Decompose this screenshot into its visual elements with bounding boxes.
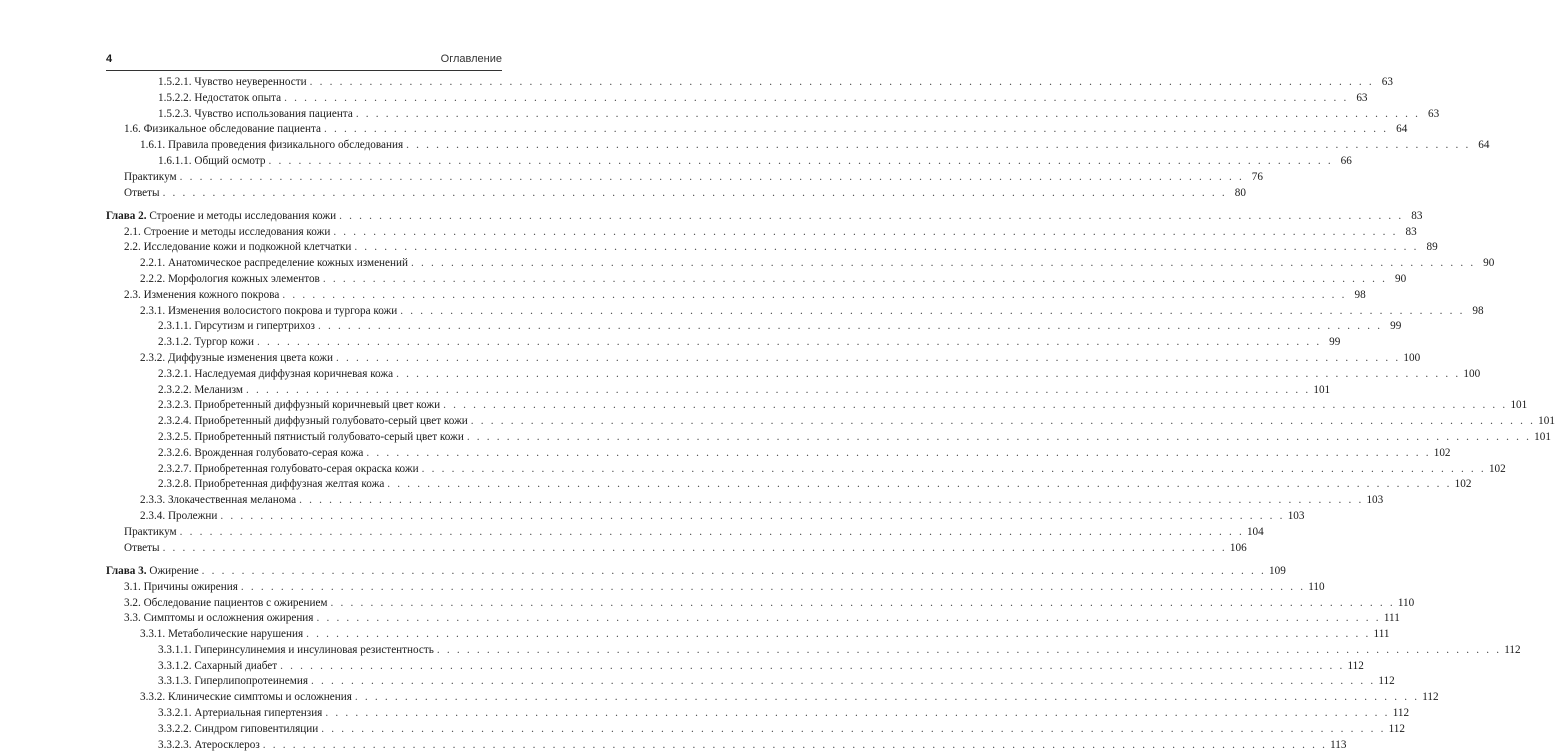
- dot-leader: [422, 462, 1486, 478]
- toc-entry-number: 3.3.1.1.: [158, 643, 192, 656]
- toc-entry-number: 2.3.2.6.: [158, 446, 192, 459]
- toc-entry-number: 3.3.1.2.: [158, 659, 192, 672]
- toc-entry-number: 1.6.: [124, 123, 141, 136]
- toc-entry-label: [124, 525, 177, 541]
- toc-entry-label: [158, 367, 393, 383]
- toc-entry[interactable]: [106, 430, 1551, 446]
- toc-entry[interactable]: [106, 738, 1347, 753]
- toc-entry-page: 111: [1373, 628, 1390, 641]
- toc-entry[interactable]: [106, 240, 1438, 256]
- toc-entry-number: Глава 2.: [106, 209, 147, 222]
- toc-entry-title: Синдром гиповентиляции: [194, 722, 319, 735]
- toc-entry-page: 98: [1472, 304, 1484, 317]
- dot-leader: [311, 674, 1375, 690]
- toc-entry-page: 103: [1366, 494, 1384, 507]
- toc-entry-number: 2.3.2.7.: [158, 462, 192, 475]
- toc-entry-number: 2.3.2.2.: [158, 383, 192, 396]
- dot-leader: [325, 706, 1389, 722]
- toc-entry-title: Пролежни: [167, 510, 218, 523]
- toc-entry-title: Анатомическое распределение кожных изменений: [167, 257, 408, 270]
- toc-entry-title: Строение и методы исследования кожи: [143, 225, 331, 238]
- toc-entry-title: Метаболические нарушения: [167, 628, 304, 641]
- toc-entry-page: 83: [1405, 225, 1417, 238]
- toc-chapter-entry[interactable]: [106, 209, 1423, 225]
- dot-leader: [306, 627, 1370, 643]
- toc-entry-page: 89: [1426, 241, 1438, 254]
- toc-entry-label: [140, 690, 352, 706]
- toc-entry-page: 101: [1534, 431, 1551, 444]
- toc-entry-title: Изменения кожного покрова: [143, 288, 280, 301]
- toc-entry[interactable]: [106, 383, 1331, 399]
- toc-entry-number: 2.3.1.1.: [158, 320, 192, 333]
- toc-entry[interactable]: [106, 643, 1521, 659]
- toc-entry[interactable]: [106, 509, 1305, 525]
- toc-entry-label: [158, 335, 254, 351]
- toc-entry-title: Гиперинсулинемия и инсулиновая резистентность: [194, 643, 434, 656]
- toc-entry-title: Правила проведения физикального обследования: [167, 139, 404, 152]
- toc-entry-page: 112: [1378, 675, 1395, 688]
- toc-chapter-entry[interactable]: [106, 564, 1286, 580]
- toc-entry-page: 112: [1347, 659, 1364, 672]
- toc-entry-page: 102: [1488, 462, 1506, 475]
- toc-entry-number: 1.6.1.1.: [158, 154, 192, 167]
- toc-entry-title: Артериальная гипертензия: [194, 707, 323, 720]
- toc-entry-title: Симптомы и осложнения ожирения: [143, 612, 314, 625]
- dot-leader: [471, 414, 1535, 430]
- toc-entry-title: Изменения волосистого покрова и тургора кожи: [167, 304, 398, 317]
- toc-entry-label: [158, 659, 277, 675]
- toc-entry[interactable]: [106, 674, 1395, 690]
- toc-entry-page: 90: [1394, 273, 1407, 286]
- toc-entry-number: 2.3.1.: [140, 304, 166, 317]
- toc-entry-page: 110: [1308, 580, 1325, 593]
- dot-leader: [333, 225, 1397, 241]
- dot-leader: [324, 122, 1388, 138]
- toc-entry[interactable]: [106, 256, 1495, 272]
- toc-entry-number: 2.1.: [124, 225, 141, 238]
- toc-entry-number: 3.2.: [124, 596, 141, 609]
- toc-entry-title: Чувство использования пациента: [194, 107, 353, 120]
- toc-entry[interactable]: [106, 706, 1410, 722]
- toc-entry-page: 112: [1422, 691, 1439, 704]
- toc-entry[interactable]: [106, 414, 1555, 430]
- toc-entry-page: 101: [1538, 415, 1555, 428]
- toc-entry-label: [158, 706, 322, 722]
- toc-entry-page: 66: [1340, 154, 1352, 167]
- toc-entry[interactable]: [106, 304, 1484, 320]
- dot-leader: [263, 738, 1327, 753]
- toc-entry-number: 3.3.1.3.: [158, 675, 192, 688]
- toc-entry-label: [140, 272, 320, 288]
- toc-entry-label: [158, 462, 419, 478]
- running-title: Оглавление: [440, 53, 502, 65]
- toc-entry-number: 2.3.1.2.: [158, 336, 192, 349]
- toc-entry-page: 102: [1454, 478, 1472, 491]
- dot-leader: [241, 580, 1305, 596]
- toc-entry-title: Врожденная голубовато-серая кожа: [194, 446, 364, 459]
- dot-leader: [310, 75, 1374, 91]
- dot-leader: [257, 335, 1321, 351]
- toc-entry-number: 3.1.: [124, 580, 141, 593]
- toc-entry-page: 100: [1403, 352, 1421, 365]
- toc-entry-page: 64: [1478, 139, 1490, 152]
- toc-entry[interactable]: [106, 690, 1439, 706]
- toc-entry-title: Общий осмотр: [194, 154, 266, 167]
- toc-entry-title: Диффузные изменения цвета кожи: [167, 352, 334, 365]
- dot-leader: [339, 209, 1403, 225]
- toc-entry[interactable]: [106, 335, 1341, 351]
- toc-entry[interactable]: [106, 611, 1400, 627]
- toc-entry-title: Гирсутизм и гипертрихоз: [194, 320, 315, 333]
- toc-entry-title: Практикум: [124, 525, 177, 538]
- dot-leader: [354, 240, 1418, 256]
- toc-entry-title: Чувство неуверенности: [194, 76, 307, 88]
- toc-entry-title: Строение и методы исследования кожи: [149, 209, 337, 222]
- toc-entry-page: 76: [1251, 170, 1263, 183]
- toc-entry-number: 2.3.3.: [140, 494, 166, 507]
- toc-entry-title: Практикум: [124, 170, 177, 183]
- toc-entry-title: Приобретенный диффузный голубовато-серый цвет кожи: [194, 415, 468, 428]
- dot-leader: [318, 319, 1382, 335]
- toc-entry-title: Причины ожирения: [143, 580, 238, 593]
- dot-leader: [387, 477, 1451, 493]
- dot-leader: [163, 541, 1227, 557]
- dot-leader: [355, 690, 1419, 706]
- toc-entry-label: [124, 611, 313, 627]
- toc-entry-label: [158, 383, 243, 399]
- toc-entry-label: [140, 509, 217, 525]
- toc-entry-page: 83: [1411, 209, 1423, 222]
- toc-entry-label: [158, 738, 260, 753]
- dot-leader: [180, 525, 1244, 541]
- toc-entry-label: [124, 240, 351, 256]
- dot-leader: [366, 446, 1430, 462]
- toc-entry-label: [124, 541, 160, 557]
- toc-entry-number: 3.3.: [124, 612, 141, 625]
- toc-entry-page: 109: [1269, 564, 1286, 577]
- toc-entry-label: [124, 288, 279, 304]
- toc-entry[interactable]: [106, 186, 1246, 202]
- toc-entry-label: [158, 107, 353, 123]
- toc-entry-label: [158, 477, 384, 493]
- toc-entry-label: [106, 564, 199, 580]
- toc-entry-label: [158, 398, 440, 414]
- toc-entry-page: 101: [1313, 383, 1331, 396]
- toc-entry-title: Недостаток опыта: [194, 91, 282, 104]
- toc-entry-label: [140, 493, 296, 509]
- toc-entry-label: [106, 209, 336, 225]
- toc-entry-title: Приобретенный диффузный коричневый цвет кожи: [194, 399, 441, 412]
- toc-entry[interactable]: [106, 627, 1390, 643]
- toc-entry[interactable]: [106, 272, 1407, 288]
- toc-entry[interactable]: [106, 477, 1472, 493]
- toc-entry[interactable]: [106, 288, 1366, 304]
- toc-entry-page: 100: [1463, 367, 1481, 380]
- toc-entry-page: 63: [1381, 76, 1393, 88]
- toc-entry[interactable]: [106, 319, 1402, 335]
- toc-entry-label: [124, 225, 330, 241]
- toc-entry-page: 102: [1433, 446, 1451, 459]
- toc-entry-page: 101: [1510, 399, 1528, 412]
- page-header: [106, 53, 502, 71]
- toc-entry-page: 99: [1329, 336, 1341, 349]
- toc-entry-title: Приобретенная голубовато-серая окраска кожи: [194, 462, 419, 475]
- dot-leader: [220, 509, 1284, 525]
- toc-entry-title: Меланизм: [194, 383, 243, 396]
- toc-entry[interactable]: [106, 107, 1440, 123]
- toc-entry-number: 3.3.2.: [140, 691, 166, 704]
- toc-entry-page: 63: [1427, 107, 1440, 120]
- dot-leader: [284, 91, 1348, 107]
- dot-leader: [336, 351, 1400, 367]
- dot-leader: [437, 643, 1501, 659]
- toc-entry-number: 3.3.2.3.: [158, 738, 192, 751]
- toc-entry-label: [158, 414, 468, 430]
- toc-entry-number: 1.6.1.: [140, 139, 166, 152]
- dot-leader: [282, 288, 1346, 304]
- toc-entry-title: Морфология кожных элементов: [167, 273, 320, 286]
- toc-entry-label: [158, 91, 281, 107]
- toc-entry-label: [124, 170, 177, 186]
- toc-entry[interactable]: [106, 580, 1325, 596]
- toc-entry-label: [158, 643, 434, 659]
- toc-entry-page: 104: [1246, 525, 1264, 538]
- toc-entry-label: [158, 722, 318, 738]
- toc-entry-number: Глава 3.: [106, 564, 147, 577]
- toc-entry-label: [140, 138, 403, 154]
- toc-entry-number: 3.3.2.1.: [158, 707, 192, 720]
- toc-entry[interactable]: [106, 525, 1264, 541]
- toc-entry-page: 112: [1504, 643, 1521, 656]
- toc-entry[interactable]: [106, 170, 1263, 186]
- toc-entry-label: [140, 304, 397, 320]
- toc-entry[interactable]: [106, 138, 1490, 154]
- dot-leader: [299, 493, 1363, 509]
- toc-entry-label: [124, 122, 321, 138]
- toc-entry-title: Ответы: [124, 541, 160, 554]
- toc-entry[interactable]: [106, 446, 1451, 462]
- dot-leader: [356, 107, 1420, 123]
- toc-entry[interactable]: [106, 493, 1384, 509]
- toc-entry-page: 106: [1229, 541, 1247, 554]
- toc-entry-page: 112: [1388, 722, 1405, 735]
- toc-entry-number: 2.2.2.: [140, 273, 166, 286]
- toc-entry[interactable]: [106, 722, 1405, 738]
- dot-leader: [396, 367, 1460, 383]
- toc-entry-title: Исследование кожи и подкожной клетчатки: [143, 241, 352, 254]
- toc-entry-number: 3.3.2.2.: [158, 722, 192, 735]
- toc-entry-number: 2.3.2.4.: [158, 415, 192, 428]
- toc-entry-page: 98: [1354, 288, 1366, 301]
- toc-entry[interactable]: [106, 225, 1417, 241]
- toc-entry-label: [140, 627, 303, 643]
- toc-entry-number: 2.3.2.: [140, 352, 166, 365]
- toc-entry-page: 103: [1287, 510, 1305, 523]
- toc-entry-label: [158, 75, 307, 91]
- toc-entry-page: 99: [1390, 320, 1402, 333]
- dot-leader: [246, 383, 1310, 399]
- toc-entry[interactable]: [106, 541, 1247, 557]
- dot-leader: [411, 256, 1475, 272]
- dot-leader: [202, 564, 1266, 580]
- toc-entry[interactable]: [106, 91, 1368, 107]
- toc-entry-title: Обследование пациентов с ожирением: [143, 596, 328, 609]
- dot-leader: [323, 272, 1387, 288]
- toc-entry-title: Гиперлипопротеинемия: [194, 675, 308, 688]
- toc-entry-label: [140, 351, 333, 367]
- toc-entry-number: 2.3.4.: [140, 510, 166, 523]
- toc-entry-number: 2.2.: [124, 241, 141, 254]
- toc-entry-number: 2.3.2.5.: [158, 431, 192, 444]
- toc-entry-number: 2.2.1.: [140, 257, 166, 270]
- toc-entry-title: Наследуемая диффузная коричневая кожа: [194, 367, 394, 380]
- toc-entry-number: 2.3.: [124, 288, 141, 301]
- toc-entry-label: [124, 580, 238, 596]
- toc-entry-title: Ожирение: [149, 564, 199, 577]
- toc-entry-label: [158, 154, 266, 170]
- toc-entry-label: [158, 446, 363, 462]
- toc-entry-title: Физикальное обследование пациента: [143, 123, 321, 136]
- dot-leader: [269, 154, 1333, 170]
- toc-entry-number: 2.3.2.3.: [158, 399, 192, 412]
- toc-entry[interactable]: [106, 367, 1481, 383]
- toc-entry-label: [158, 430, 464, 446]
- table-of-contents: [106, 75, 1555, 753]
- toc-entry-page: 90: [1483, 257, 1495, 270]
- page-number: 4: [106, 53, 113, 65]
- toc-entry-title: Злокачественная меланома: [167, 494, 297, 507]
- toc-entry-number: 2.3.2.8.: [158, 478, 192, 491]
- toc-entry-number: 3.3.1.: [140, 628, 166, 641]
- toc-entry-label: [158, 319, 315, 335]
- toc-entry-title: Приобретенная диффузная желтая кожа: [194, 478, 385, 491]
- dot-leader: [400, 304, 1464, 320]
- toc-entry-title: Клинические симптомы и осложнения: [167, 691, 352, 704]
- dot-leader: [331, 596, 1395, 612]
- dot-leader: [180, 170, 1244, 186]
- toc-entry-title: Сахарный диабет: [194, 659, 278, 672]
- toc-entry-number: 1.5.2.2.: [158, 91, 192, 104]
- toc-entry-page: 80: [1234, 186, 1246, 199]
- toc-entry-label: [124, 596, 328, 612]
- toc-entry-number: 1.5.2.3.: [158, 107, 192, 120]
- toc-entry-number: 1.5.2.1.: [158, 76, 192, 88]
- dot-leader: [406, 138, 1470, 154]
- toc-entry-title: Ответы: [124, 186, 160, 199]
- toc-entry-page: 113: [1330, 738, 1347, 751]
- toc-entry-title: Приобретенный пятнистый голубовато-серый цвет кожи: [194, 431, 464, 444]
- toc-entry[interactable]: [106, 659, 1364, 675]
- dot-leader: [467, 430, 1531, 446]
- dot-leader: [163, 186, 1227, 202]
- toc-entry[interactable]: [106, 154, 1352, 170]
- toc-entry-number: 2.3.2.1.: [158, 367, 192, 380]
- toc-entry-page: 111: [1383, 612, 1400, 625]
- dot-leader: [316, 611, 1380, 627]
- toc-entry-page: 110: [1397, 596, 1415, 609]
- dot-leader: [443, 398, 1507, 414]
- toc-entry-title: Тургор кожи: [194, 336, 255, 349]
- dot-leader: [280, 659, 1344, 675]
- toc-entry[interactable]: [106, 122, 1408, 138]
- toc-entry-label: [124, 186, 160, 202]
- toc-entry-page: 112: [1392, 707, 1410, 720]
- toc-entry[interactable]: [106, 398, 1528, 414]
- toc-entry[interactable]: [106, 351, 1421, 367]
- toc-entry[interactable]: [106, 462, 1506, 478]
- dot-leader: [321, 722, 1385, 738]
- toc-entry-page: 64: [1396, 123, 1408, 136]
- toc-entry-page: 63: [1356, 91, 1368, 104]
- toc-entry-label: [140, 256, 408, 272]
- toc-entry[interactable]: [106, 596, 1415, 612]
- toc-entry[interactable]: [106, 75, 1393, 91]
- toc-entry-title: Атеросклероз: [194, 738, 260, 751]
- toc-entry-label: [158, 674, 308, 690]
